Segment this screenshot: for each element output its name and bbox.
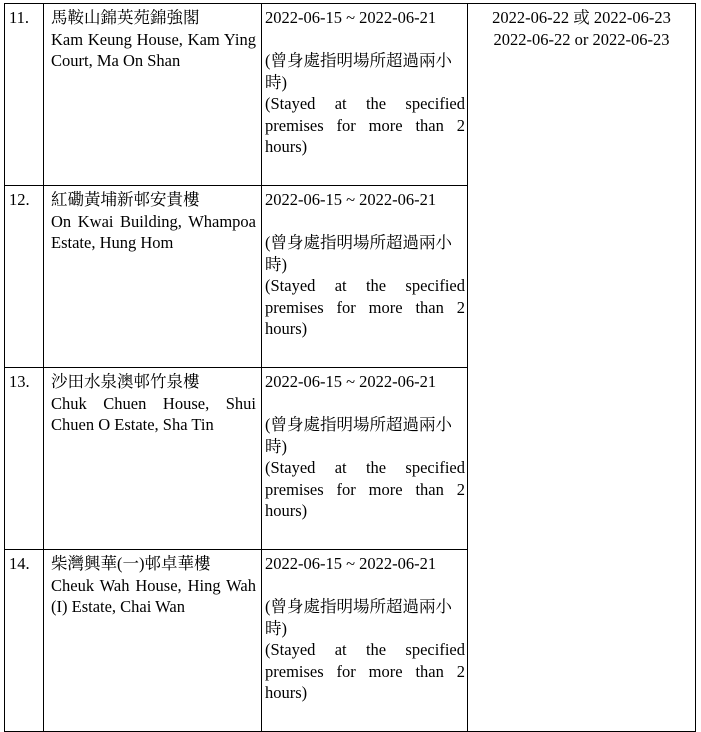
row-number: 12.	[5, 186, 44, 368]
period-dates: 2022-06-15 ~ 2022-06-21	[265, 190, 437, 209]
premises-cell	[44, 368, 262, 550]
stay-note-en: (Stayed at the specified premises for more than 2 hours)	[265, 276, 465, 338]
stay-note-zh: (曾身處指明場所超過兩小時)	[265, 233, 452, 274]
test-dates-en: 2022-06-22 or 2022-06-23	[493, 29, 670, 49]
premises-cell	[44, 186, 262, 368]
stay-note-zh: (曾身處指明場所超過兩小時)	[265, 51, 452, 92]
period-cell	[262, 550, 468, 732]
row-number: 11.	[5, 4, 44, 186]
premises-name-zh: 沙田水泉澳邨竹泉樓	[51, 372, 200, 391]
row-number: 14.	[5, 550, 44, 732]
stay-note-en: (Stayed at the specified premises for more than 2 hours)	[265, 94, 465, 156]
test-dates-cell	[468, 4, 696, 732]
premises-name-en: Chuk Chuen House, Shui Chuen O Estate, Sha Tin	[51, 393, 256, 434]
stay-note-en: (Stayed at the specified premises for more than 2 hours)	[265, 458, 465, 520]
premises-name-zh: 柴灣興華(一)邨卓華樓	[51, 554, 211, 573]
premises-table	[4, 3, 696, 732]
premises-name-en: Cheuk Wah House, Hing Wah (I) Estate, Chai Wan	[51, 575, 256, 616]
period-dates: 2022-06-15 ~ 2022-06-21	[265, 554, 437, 573]
stay-note-en: (Stayed at the specified premises for more than 2 hours)	[265, 640, 465, 702]
period-cell	[262, 4, 468, 186]
premises-name-zh: 馬鞍山錦英苑錦強閣	[51, 8, 200, 27]
period-cell	[262, 186, 468, 368]
row-number: 13.	[5, 368, 44, 550]
stay-note-zh: (曾身處指明場所超過兩小時)	[265, 415, 452, 456]
premises-name-en: On Kwai Building, Whampoa Estate, Hung Hom	[51, 211, 256, 252]
table-row	[5, 4, 696, 186]
premises-name-en: Kam Keung House, Kam Ying Court, Ma On Shan	[51, 29, 256, 70]
test-dates-zh: 2022-06-22 或 2022-06-23	[492, 8, 671, 27]
premises-cell	[44, 4, 262, 186]
premises-name-zh: 紅磡黃埔新邨安貴樓	[51, 190, 200, 209]
stay-note-zh: (曾身處指明場所超過兩小時)	[265, 597, 452, 638]
period-dates: 2022-06-15 ~ 2022-06-21	[265, 372, 437, 391]
period-dates: 2022-06-15 ~ 2022-06-21	[265, 8, 437, 27]
premises-cell	[44, 550, 262, 732]
period-cell	[262, 368, 468, 550]
